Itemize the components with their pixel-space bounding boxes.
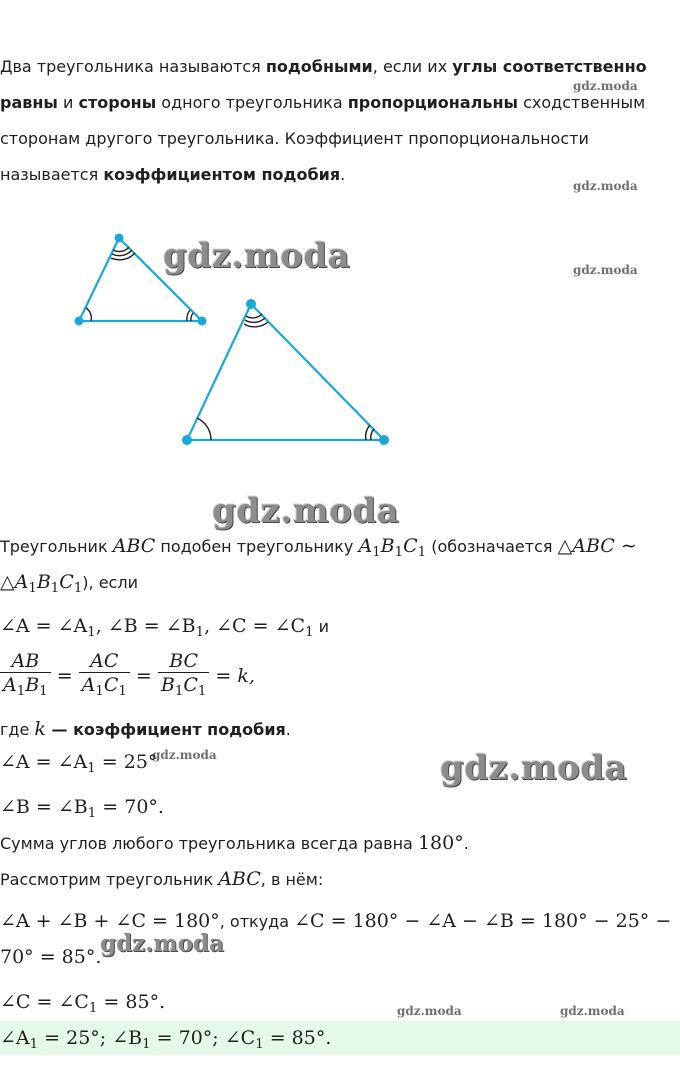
subscript: 1: [305, 625, 314, 640]
intro-line-4: [0, 164, 345, 186]
math-expr: , ∠B = ∠B: [95, 615, 196, 637]
subscript: 1: [417, 545, 427, 560]
math-value: = 85°.: [97, 991, 166, 1013]
vertex-c: C: [59, 571, 74, 593]
math-value: = 25°: [95, 751, 158, 773]
consider-text: Рассмотрим треугольник: [0, 870, 219, 889]
subscript: 1: [142, 1037, 151, 1052]
subscript: 1: [87, 806, 97, 821]
vertex-c: C: [183, 674, 198, 696]
fact-text: Сумма углов любого треугольника всегда равна: [0, 834, 418, 853]
calc-text: , откуда: [219, 912, 295, 931]
vertex-a: A: [3, 674, 17, 696]
subscript: 1: [88, 1001, 98, 1016]
subscript: 1: [39, 684, 48, 699]
math-expr: ∠C = ∠C: [0, 991, 89, 1013]
watermark: gdz.moda: [573, 79, 638, 93]
definition-text: .: [285, 720, 291, 739]
fraction-bc: [158, 650, 209, 704]
coefficient-definition: [0, 718, 291, 741]
math-value: = 25°;: [38, 1027, 113, 1049]
vertex-b: B: [380, 535, 395, 557]
vertex-b: B: [36, 571, 51, 593]
term-coefficient: коэффициент подобия: [73, 720, 286, 739]
dash: —: [45, 720, 74, 739]
angle-c-calculation-cont: 70° = 85°.: [0, 946, 102, 968]
angle-c-value: [0, 991, 165, 1020]
watermark: gdz.moda: [397, 1004, 462, 1018]
term-equal: равны: [0, 93, 58, 112]
subscript: 1: [73, 581, 83, 596]
numerator: BC: [169, 650, 199, 672]
term-coefficient: коэффициентом подобия: [103, 165, 341, 184]
term-sides: стороны: [78, 93, 157, 112]
vertex-a: A: [81, 674, 96, 696]
intro-text: , если их: [372, 57, 453, 76]
answer-line: [0, 1027, 331, 1056]
equals-sign: =: [56, 665, 73, 687]
vertex-c: C: [403, 535, 418, 557]
math-expr: ∠A: [0, 1027, 30, 1049]
intro-text: и: [57, 93, 79, 112]
fact-text: .: [463, 834, 469, 853]
subscript: 1: [95, 684, 104, 699]
subscript: 1: [174, 684, 184, 699]
triangle-abc: ABC: [218, 868, 261, 890]
triangle-symbol: △: [557, 535, 573, 557]
fraction-ac: [79, 650, 130, 704]
consider-triangle: [0, 868, 323, 891]
equals-sign: =: [215, 665, 232, 687]
coefficient-k: k: [34, 718, 46, 740]
intro-text: .: [340, 165, 346, 184]
large-triangle: [187, 304, 384, 440]
math-expr: , ∠C = ∠C: [204, 615, 306, 637]
subscript: 1: [197, 684, 207, 699]
subscript: 1: [87, 761, 96, 776]
subscript: 1: [29, 1037, 39, 1052]
watermark: gdz.moda: [560, 1004, 625, 1018]
subscript: 1: [394, 545, 404, 560]
term-similar: подобными: [265, 57, 373, 76]
statement-text: подобен треугольнику: [155, 537, 359, 556]
intro-line-3: сторонам другого треугольника. Коэффициент пропорциональности: [0, 129, 589, 148]
intro-text: называется: [0, 165, 104, 184]
angle-b-value: [0, 796, 164, 825]
watermark: gdz.moda: [573, 179, 638, 193]
math-expr: ∠B: [112, 1027, 143, 1049]
similarity-statement: [0, 535, 637, 564]
similarity-statement-cont: [0, 571, 138, 600]
statement-text: (обозначается: [426, 537, 558, 556]
angle-a-value: [0, 751, 157, 780]
watermark-large: gdz.moda: [163, 236, 351, 276]
subscript: 1: [87, 625, 96, 640]
math-expr: ∠A + ∠B + ∠C = 180°: [0, 910, 220, 932]
vertex-b: B: [160, 674, 175, 696]
math-expr: ∠C = 180° − ∠A − ∠B = 180° − 25° −: [294, 910, 672, 932]
triangle-abc: ABC: [112, 535, 156, 557]
math-value: 180°: [417, 832, 464, 854]
subscript: 1: [50, 581, 60, 596]
subscript: 1: [255, 1037, 264, 1052]
coefficient-k: k,: [237, 665, 255, 687]
similar-symbol: ∼: [614, 535, 637, 557]
conjunction: и: [313, 617, 330, 636]
intro-text: Два треугольника называются: [0, 57, 266, 76]
subscript: 1: [16, 684, 26, 699]
watermark-medium: gdz.moda: [100, 930, 224, 957]
intro-line-2: [0, 92, 645, 114]
watermark-large: gdz.moda: [440, 748, 628, 788]
math-expr: ∠A = ∠A: [0, 615, 88, 637]
numerator: AB: [11, 650, 40, 672]
angle-sum-fact: [0, 832, 469, 855]
math-value: = 70°.: [96, 796, 164, 818]
vertex-a: A: [358, 535, 373, 557]
watermark-large: gdz.moda: [212, 491, 400, 531]
angles-equality: [0, 615, 329, 644]
math-expr: ∠B = ∠B: [0, 796, 88, 818]
watermark: gdz.moda: [152, 748, 217, 762]
intro-text: сходственным: [518, 93, 646, 112]
subscript: 1: [372, 545, 381, 560]
statement-text: Треугольник: [0, 537, 113, 556]
intro-text: одного треугольника: [156, 93, 348, 112]
watermark: gdz.moda: [573, 263, 638, 277]
subscript: 1: [195, 625, 205, 640]
definition-text: где: [0, 720, 35, 739]
vertex-a: A: [14, 571, 29, 593]
math-value: = 70°;: [150, 1027, 225, 1049]
numerator: AC: [90, 650, 119, 672]
statement-text: ), если: [82, 573, 138, 592]
intro-line-1: [0, 56, 647, 78]
fraction-ab: [0, 650, 51, 704]
angle-c-calculation: [0, 910, 671, 933]
equals-sign: =: [135, 665, 152, 687]
math-value: = 85°.: [263, 1027, 332, 1049]
term-angles: углы соответственно: [452, 57, 647, 76]
math-expr: ∠C: [224, 1027, 256, 1049]
subscript: 1: [28, 581, 37, 596]
vertex-b: B: [25, 674, 40, 696]
consider-text: , в нём:: [260, 870, 324, 889]
triangle-abc: ABC: [572, 535, 615, 557]
ratio-equation: [0, 650, 255, 704]
vertex-c: C: [103, 674, 119, 696]
math-expr: ∠A = ∠A: [0, 751, 88, 773]
triangle-symbol: △: [0, 571, 15, 593]
term-proportional: пропорциональны: [347, 93, 519, 112]
subscript: 1: [118, 684, 127, 699]
